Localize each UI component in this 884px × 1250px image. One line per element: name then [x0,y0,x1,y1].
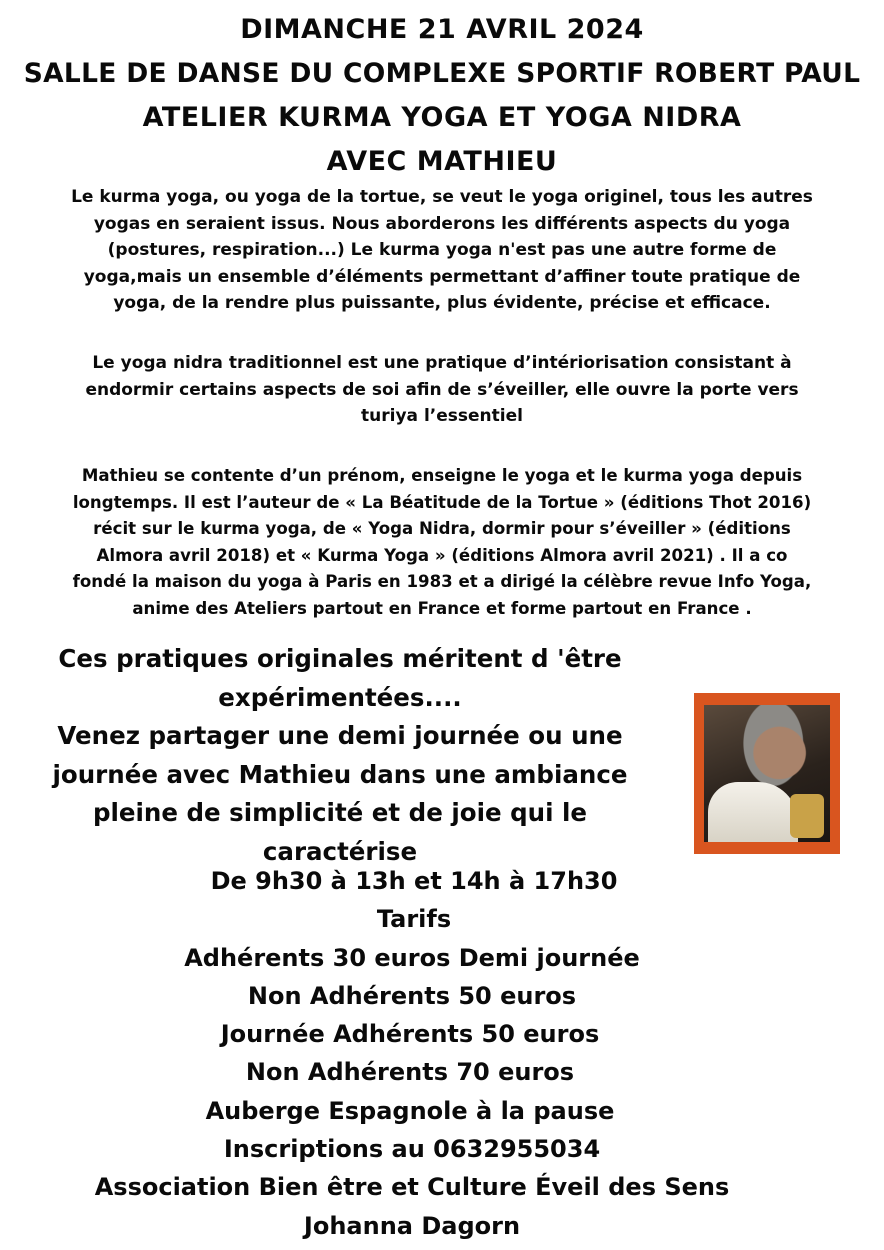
teacher-bio-paragraph [4,463,880,622]
paragraph-line: yoga,mais un ensemble d’éléments permettant d’affiner toute pratique de [83,266,801,287]
schedule: De 9h30 à 13h et 14h à 17h30 [210,867,618,895]
practical-info [0,862,884,1245]
lunch-note: Auberge Espagnole à la pause [205,1096,615,1125]
contact-name: Johanna Dagorn [303,1211,521,1240]
price-line: Non Adhérents 70 euros [245,1058,575,1087]
paragraph-line: yoga, de la rendre plus puissante, plus évidente, précise et efficace. [113,293,771,313]
teacher-portrait [704,705,830,842]
paragraph-line: Mathieu se contente d’un prénom, enseigne le yoga et le kurma yoga depuis [81,466,803,485]
event-teacher: AVEC MATHIEU [326,146,558,177]
paragraph-line: longtemps. Il est l’auteur de « La Béatitude de la Tortue » (éditions Thot 2016) [72,492,812,512]
paragraph-line: Almora avril 2018) et « Kurma Yoga » (éditions Almora avril 2021) . Il a co [96,545,788,565]
event-date: DIMANCHE 21 AVRIL 2024 [240,14,644,45]
portrait-background-object [790,794,824,838]
paragraph-line: fondé la maison du yoga à Paris en 1983 et a dirigé la célèbre revue Info Yoga, [72,572,812,591]
paragraph-line: yogas en seraient issus. Nous aborderons les différents aspects du yoga [93,213,791,234]
paragraph-line: Le kurma yoga, ou yoga de la tortue, se veut le yoga originel, tous les autres [71,187,813,207]
price-line: Non Adhérents 50 euros [247,981,577,1010]
promo-text [0,640,680,871]
event-venue: SALLE DE DANSE DU COMPLEXE SPORTIF ROBERT PAUL [23,58,861,89]
price-line: Adhérents 30 euros Demi journée [184,943,640,972]
promo-line: pleine de simplicité et de joie qui le [92,798,588,827]
association-name: Association Bien être et Culture Éveil des Sens [94,1173,730,1202]
paragraph-line: (postures, respiration...) Le kurma yoga n'est pas une autre forme de [107,240,777,260]
flyer-header [0,8,884,184]
promo-line: Venez partager une demi journée ou une [57,721,623,750]
paragraph-line: turiya l’essentiel [361,406,523,426]
price-line: Journée Adhérents 50 euros [220,1020,600,1049]
yoga-nidra-paragraph [4,350,880,430]
promo-line: Ces pratiques originales méritent d 'être [58,644,622,673]
paragraph-line: récit sur le kurma yoga, de « Yoga Nidra, dormir pour s’éveiller » (éditions [93,519,791,538]
teacher-photo [694,693,840,854]
event-title: ATELIER KURMA YOGA ET YOGA NIDRA [142,102,742,133]
paragraph-line: Le yoga nidra traditionnel est une pratique d’intériorisation consistant à [92,353,792,373]
promo-line: caractérise [262,836,418,866]
promo-line: journée avec Mathieu dans une ambiance [52,759,628,789]
promo-line: expérimentées.... [218,682,462,712]
registration-phone: Inscriptions au 0632955034 [223,1135,601,1164]
paragraph-line: anime des Ateliers partout en France et forme partout en France . [132,598,752,618]
tarifs-heading: Tarifs [376,905,452,934]
portrait-shirt [708,782,798,842]
paragraph-line: endormir certains aspects de soi afin de s’éveiller, elle ouvre la porte vers [85,379,799,400]
kurma-yoga-paragraph [4,184,880,317]
